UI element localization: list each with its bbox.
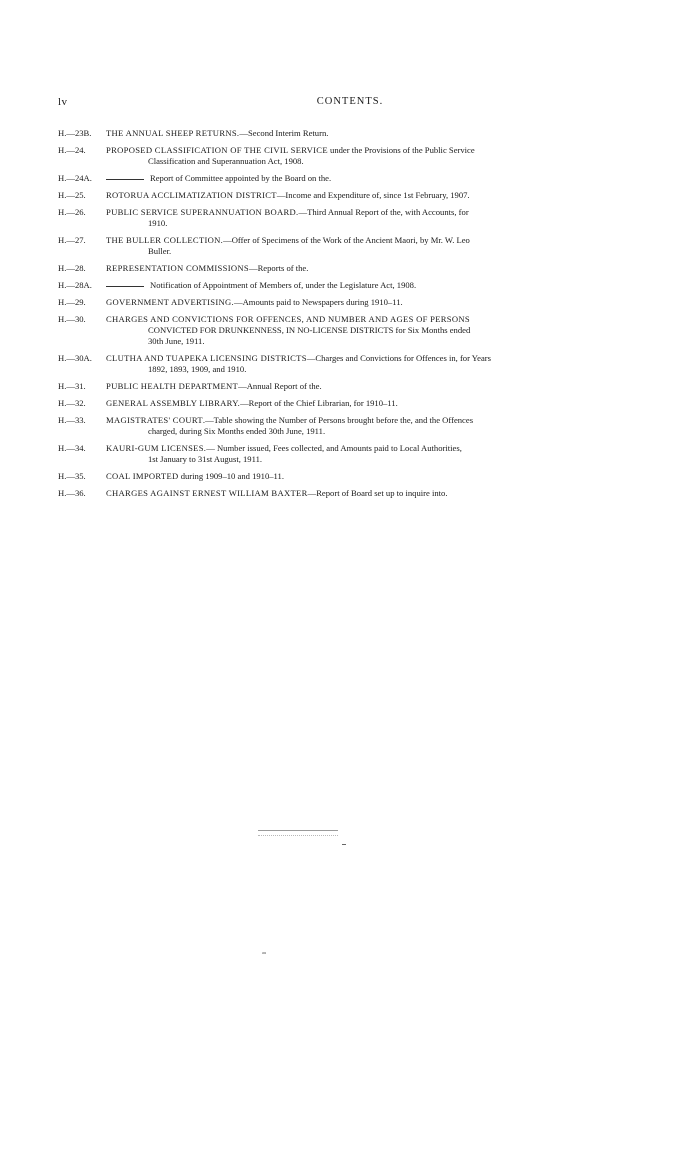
entry-continuation: 1910.	[148, 218, 168, 228]
entry-code: H.—33.	[58, 415, 86, 425]
entry-description: —Reports of the.	[248, 263, 309, 273]
entry-title: CHARGES AND CONVICTIONS FOR OFFENCES, AND NUMBER AND AGES OF PERSONS	[106, 314, 470, 324]
entry-description: Notification of Appointment of Members of, under the Legislature Act, 1908.	[150, 280, 417, 290]
ditto-rule	[106, 286, 144, 287]
list-item	[58, 207, 611, 229]
entry-description: —Income and Expenditure of, since 1st February, 1907.	[276, 190, 470, 200]
list-item	[58, 398, 611, 409]
list-item	[58, 263, 611, 274]
entry-title: PUBLIC HEALTH DEPARTMENT	[106, 381, 239, 391]
entry-description: —Annual Report of the.	[238, 381, 322, 391]
entry-text	[106, 263, 611, 274]
entry-continuation: Classification and Superannuation Act, 1908.	[148, 156, 304, 166]
entry-text	[106, 173, 611, 184]
entry-code: H.—32.	[58, 398, 86, 408]
entry-title: CLUTHA AND TUAPEKA LICENSING DISTRICTS	[106, 353, 307, 363]
entry-continuation: 1892, 1893, 1909, and 1910.	[148, 364, 247, 374]
entry-title: GENERAL ASSEMBLY LIBRARY.	[106, 398, 241, 408]
entry-title: COAL IMPORTED	[106, 471, 179, 481]
entry-title: REPRESENTATION COMMISSIONS	[106, 263, 249, 273]
footer-mark: ᵃᵘ	[262, 950, 267, 958]
entry-description: —Third Annual Report of the, with Accounts, for	[298, 207, 469, 217]
entry-code: H.—28.	[58, 263, 86, 273]
entry-code: H.—30A.	[58, 353, 92, 363]
entry-code: H.—27.	[58, 235, 86, 245]
entry-description: —Report of the Chief Librarian, for 1910–11.	[240, 398, 398, 408]
contents-list	[58, 128, 611, 505]
entry-title: KAURI-GUM LICENSES.	[106, 443, 207, 453]
entry-description: under the Provisions of the Public Service	[327, 145, 475, 155]
footer-divider	[258, 830, 338, 836]
entry-code: H.—26.	[58, 207, 86, 217]
entry-description: —Second Interim Return.	[239, 128, 329, 138]
list-item	[58, 471, 611, 482]
footer-tick	[342, 844, 346, 845]
entry-continuation: 30th June, 1911.	[148, 336, 205, 346]
entry-text	[106, 297, 611, 308]
entry-text	[106, 471, 611, 482]
list-item	[58, 145, 611, 167]
entry-text	[106, 488, 611, 499]
list-item	[58, 353, 611, 375]
entry-title: PROPOSED CLASSIFICATION OF THE CIVIL SERVICE	[106, 145, 328, 155]
list-item	[58, 235, 611, 257]
entry-description: Report of Committee appointed by the Board on the.	[150, 173, 332, 183]
list-item	[58, 190, 611, 201]
entry-code: H.—31.	[58, 381, 86, 391]
entry-text	[106, 145, 611, 167]
list-item	[58, 173, 611, 184]
ditto-rule	[106, 179, 144, 180]
entry-code: H.—23B.	[58, 128, 92, 138]
entry-continuation: 1st January to 31st August, 1911.	[148, 454, 263, 464]
entry-text	[106, 128, 611, 139]
entry-title: ROTORUA ACCLIMATIZATION DISTRICT	[106, 190, 277, 200]
entry-text	[106, 314, 611, 347]
entry-text	[106, 398, 611, 409]
entry-code: H.—24.	[58, 145, 86, 155]
entry-description: — Number issued, Fees collected, and Amounts paid to Local Authorities,	[206, 443, 462, 453]
list-item	[58, 128, 611, 139]
list-item	[58, 415, 611, 437]
entry-code: H.—25.	[58, 190, 86, 200]
list-item	[58, 488, 611, 499]
entry-text	[106, 190, 611, 201]
entry-text	[106, 381, 611, 392]
entry-continuation: charged, during Six Months ended 30th June, 1911.	[148, 426, 326, 436]
entry-description: —Amounts paid to Newspapers during 1910–11.	[233, 297, 403, 307]
entry-text	[106, 415, 611, 437]
entry-code: H.—35.	[58, 471, 86, 481]
entry-code: H.—29.	[58, 297, 86, 307]
list-item	[58, 314, 611, 347]
entry-description: .—Table showing the Number of Persons brought before the, and the Offences	[202, 415, 474, 425]
entry-title: GOVERNMENT ADVERTISING.	[106, 297, 234, 307]
entry-code: H.—28A.	[58, 280, 92, 290]
entry-description: —Report of Board set up to inquire into.	[307, 488, 448, 498]
list-item	[58, 443, 611, 465]
entry-title: PUBLIC SERVICE SUPERANNUATION BOARD.	[106, 207, 299, 217]
entry-text	[106, 235, 611, 257]
entry-title: THE ANNUAL SHEEP RETURNS.	[106, 128, 240, 138]
page-number: lv	[58, 96, 68, 108]
entry-title: THE BULLER COLLECTION.	[106, 235, 224, 245]
entry-code: H.—36.	[58, 488, 86, 498]
entry-text	[106, 443, 611, 465]
page-title: CONTENTS.	[316, 96, 384, 107]
entry-title: CHARGES AGAINST ERNEST WILLIAM BAXTER	[106, 488, 308, 498]
entry-code: H.—34.	[58, 443, 86, 453]
entry-description: during 1909–10 and 1910–11.	[178, 471, 284, 481]
entry-code: H.—30.	[58, 314, 86, 324]
list-item	[58, 280, 611, 291]
list-item	[58, 297, 611, 308]
entry-continuation: CONVICTED FOR DRUNKENNESS, IN NO-LICENSE DISTRICTS for Six Months ended	[148, 325, 471, 335]
entry-title: MAGISTRATES' COURT	[106, 415, 203, 425]
entry-text	[106, 207, 611, 229]
entry-code: H.—24A.	[58, 173, 92, 183]
list-item	[58, 381, 611, 392]
entry-description: —Offer of Specimens of the Work of the Ancient Maori, by Mr. W. Leo	[223, 235, 470, 245]
entry-description: —Charges and Convictions for Offences in, for Years	[306, 353, 491, 363]
entry-continuation: Buller.	[148, 246, 172, 256]
entry-text	[106, 353, 611, 375]
entry-text	[106, 280, 611, 291]
